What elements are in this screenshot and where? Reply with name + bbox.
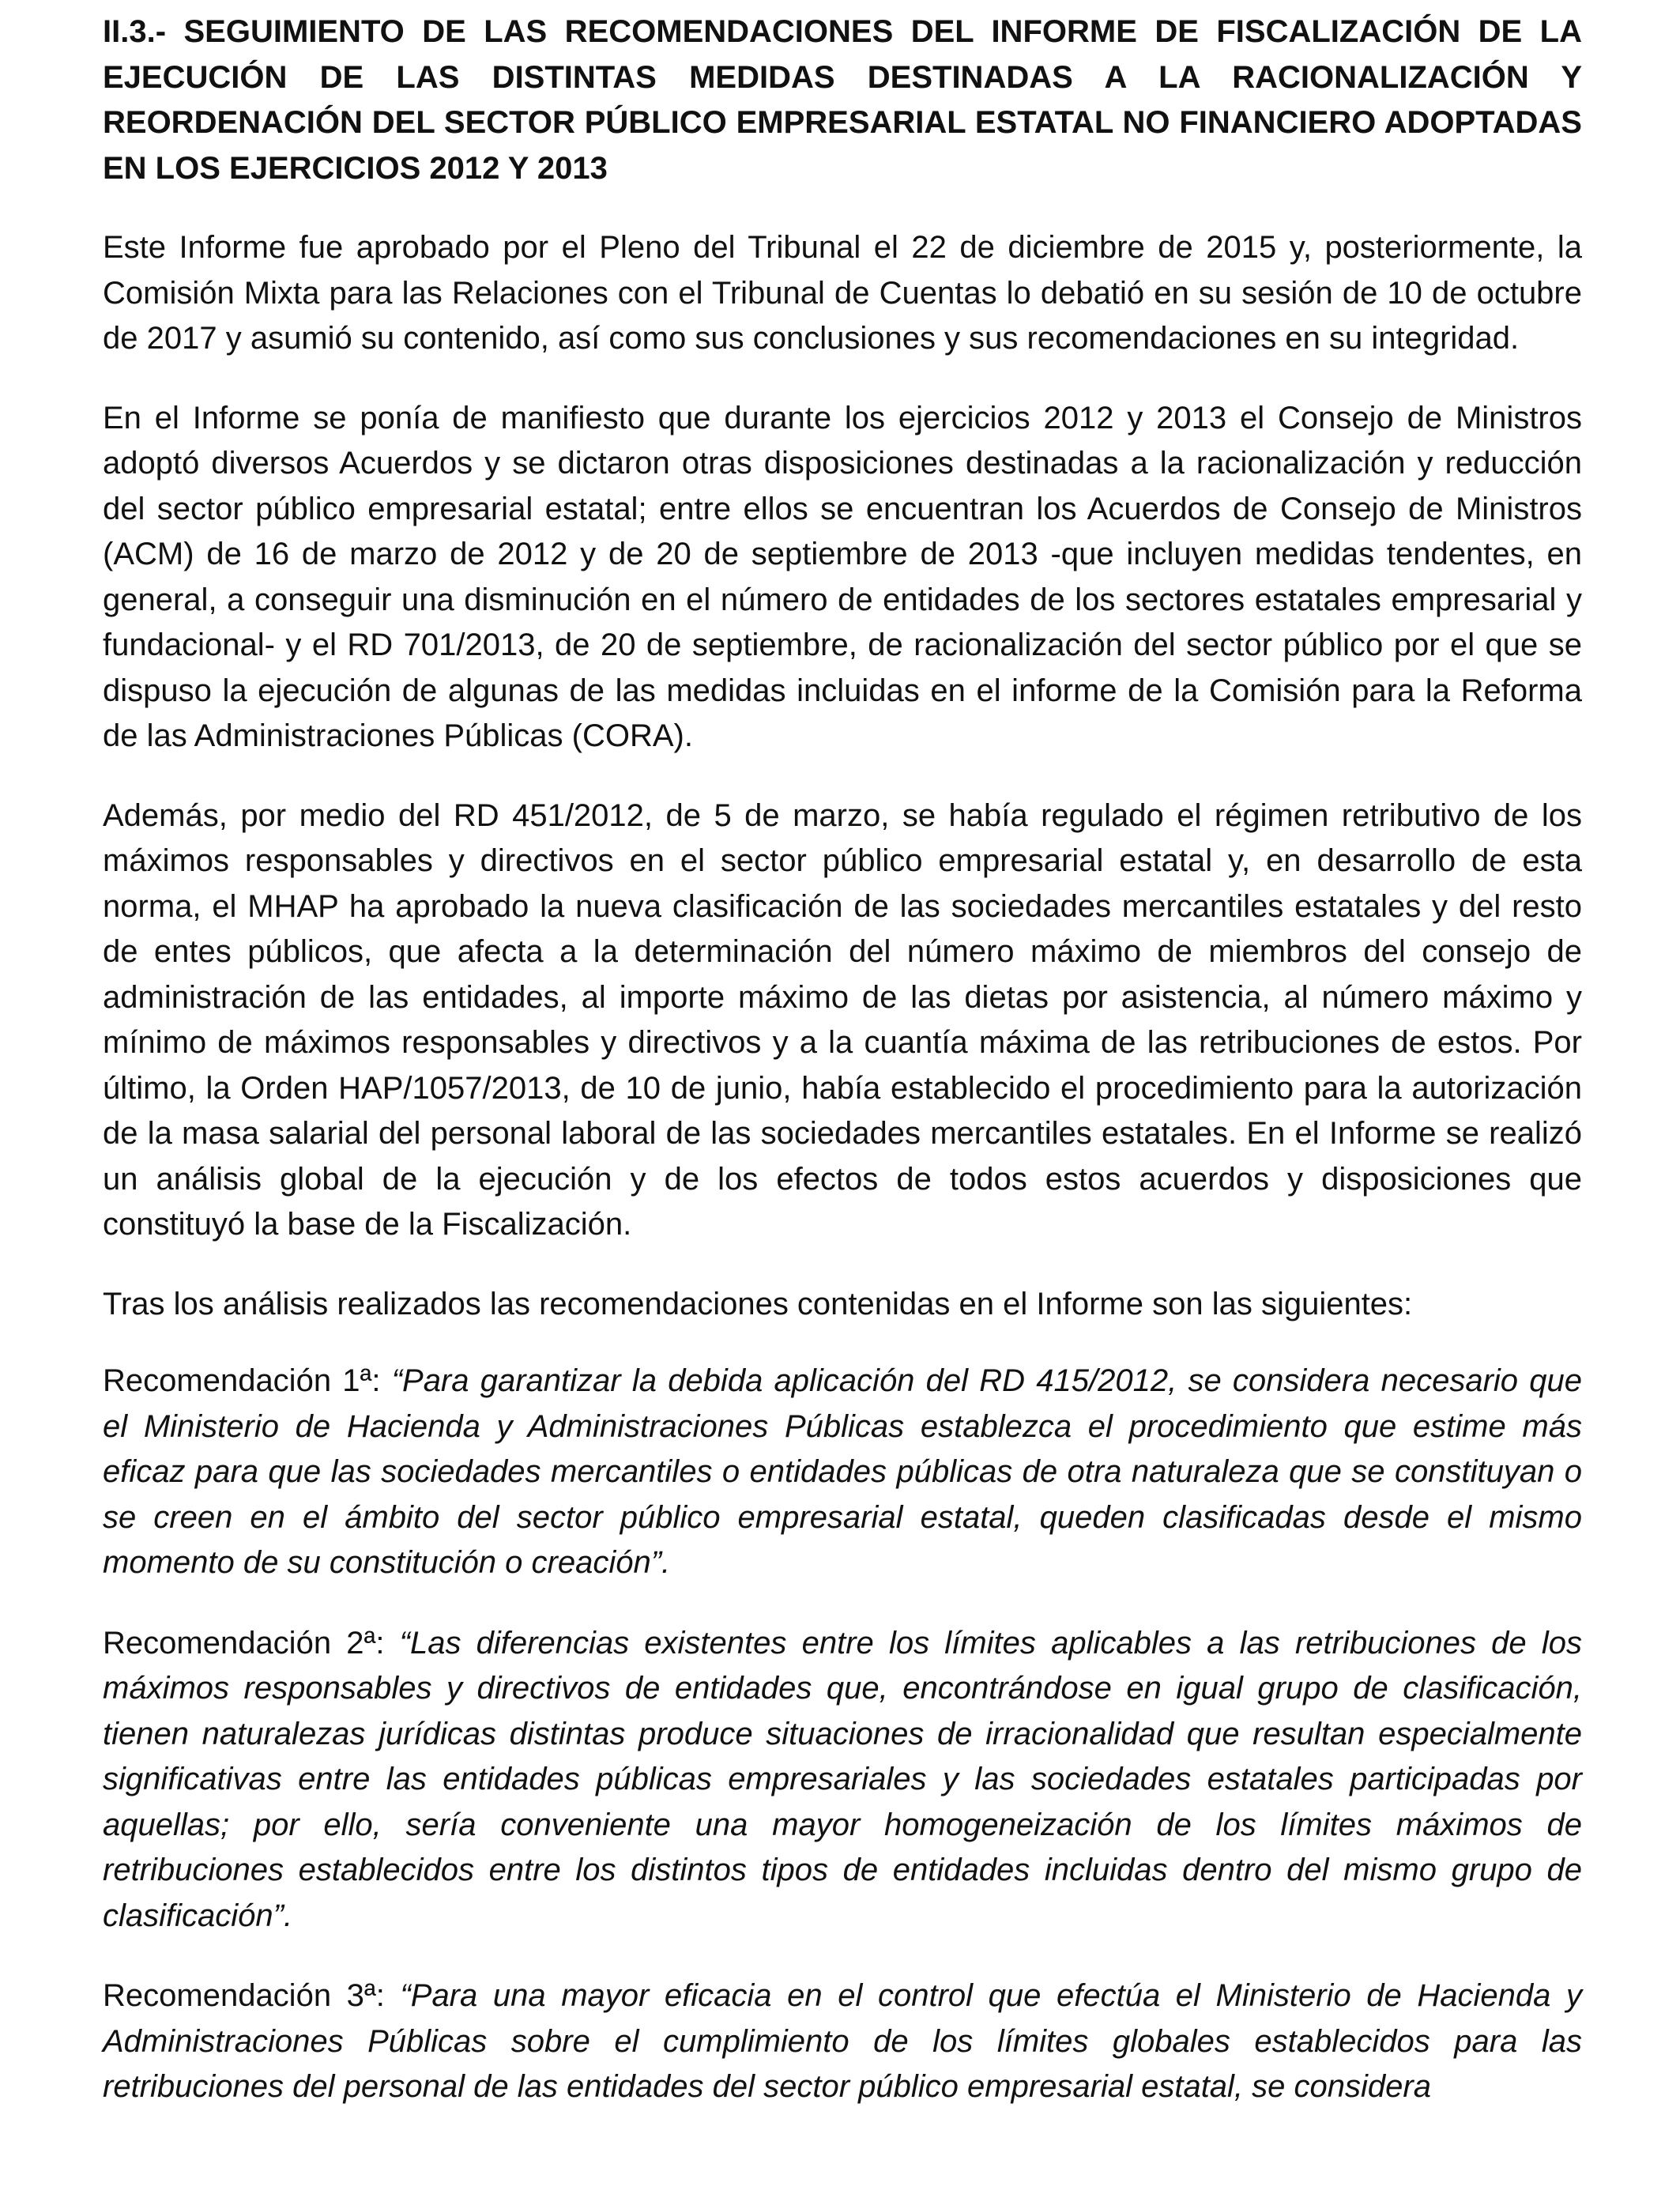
paragraph-manifest: En el Informe se ponía de manifiesto que durante los ejercicios 2012 y 2013 el Consejo de Ministros adoptó diversos Acuerdos y se dictaron otras disposiciones destinadas a la racionalización y reducción del sector público empresarial estatal; entre ellos se encuentran los Acuerdos de Consejo de Ministros (ACM) de 16 de marzo de 2012 y de 20 de septiembre de 2013 -que incluyen medidas tendentes, en general, a conseguir una disminución en el número de entidades de los sectores estatales empresarial y fundacional- y el RD 701/2013, de 20 de septiembre, de racionalización del sector público por el que se dispuso la ejecución de algunas de las medidas incluidas en el informe de la Comisión para la Reforma de las Administraciones Públicas (CORA). xyxy=(103,400,1582,753)
recommendation-2 xyxy=(103,1621,1582,1940)
recommendation-3 xyxy=(103,1973,1582,2110)
recommendation-text: “Para garantizar la debida aplicación del RD 415/2012, se considera necesario que el Ministerio de Hacienda y Administraciones Públicas establezca el procedimiento que estime más eficaz para que las sociedades mercantiles o entidades públicas de otra naturaleza que se constituyan o se creen en el ámbito del sector público empresarial estatal, queden clasificadas desde el mismo momento de su constitución o creación”. xyxy=(103,1363,1583,1580)
recommendation-label: Recomendación 3ª: xyxy=(103,1978,401,2013)
paragraph-regulation: Además, por medio del RD 451/2012, de 5 de marzo, se había regulado el régimen retributivo de los máximos responsables y directivos en el sector público empresarial estatal y, en desarrollo de esta norma, el MHAP ha aprobado la nueva clasificación de las sociedades mercantiles estatales y del resto de entes públicos, que afecta a la determinación del número máximo de miembros del consejo de administración de las entidades, al importe máximo de las dietas por asistencia, al número máximo y mínimo de máximos responsables y directivos y a la cuantía máxima de las retribuciones de estos. Por último, la Orden HAP/1057/2013, de 10 de junio, había establecido el procedimiento para la autorización de la masa salarial del personal laboral de las sociedades mercantiles estatales. En el Informe se realizó un análisis global de la ejecución y de los efectos de todos estos acuerdos y disposiciones que constituyó la base de la Fiscalización. xyxy=(103,797,1582,1242)
recommendation-label: Recomendación 1ª: xyxy=(103,1363,392,1398)
recommendation-label: Recomendación 2ª: xyxy=(103,1625,400,1661)
recommendation-text: “Las diferencias existentes entre los límites aplicables a las retribuciones de los máximos responsables y directivos de entidades que, encontrándose en igual grupo de clasificación, tienen naturalezas jurídicas distintas produce situaciones de irracionalidad que resultan especialmente significativas entre las entidades públicas empresariales y las sociedades estatales participadas por aquellas; por ello, sería conveniente una mayor homogeneización de los límites máximos de retribuciones establecidos entre los distintos tipos de entidades incluidas dentro del mismo grupo de clasificación”. xyxy=(103,1625,1582,1933)
document-page xyxy=(103,9,1582,2145)
recommendation-1 xyxy=(103,1359,1582,1586)
paragraph-intro-recommendations: Tras los análisis realizados las recomendaciones contenidas en el Informe son las siguientes: xyxy=(103,1286,1413,1321)
section-heading: II.3.- SEGUIMIENTO DE LAS RECOMENDACIONES DEL INFORME DE FISCALIZACIÓN DE LA EJECUCIÓN DE LAS DISTINTAS MEDIDAS DESTINADAS A LA RACIONALIZACIÓN Y REORDENACIÓN DEL SECTOR PÚBLICO EMPRESARIAL ESTATAL NO FINANCIERO ADOPTADAS EN LOS EJERCICIOS 2012 Y 2013 xyxy=(103,14,1582,186)
recommendation-text: “Para una mayor eficacia en el control que efectúa el Ministerio de Hacienda y Administraciones Públicas sobre el cumplimiento de los límites globales establecidos para las retribuciones del personal de las entidades del sector público empresarial estatal, se considera xyxy=(103,1978,1582,2104)
paragraph-approval: Este Informe fue aprobado por el Pleno del Tribunal el 22 de diciembre de 2015 y, posteriormente, la Comisión Mixta para las Relaciones con el Tribunal de Cuentas lo debatió en su sesión de 10 de octubre de 2017 y asumió su contenido, así como sus conclusiones y sus recomendaciones en su integridad. xyxy=(103,230,1582,356)
